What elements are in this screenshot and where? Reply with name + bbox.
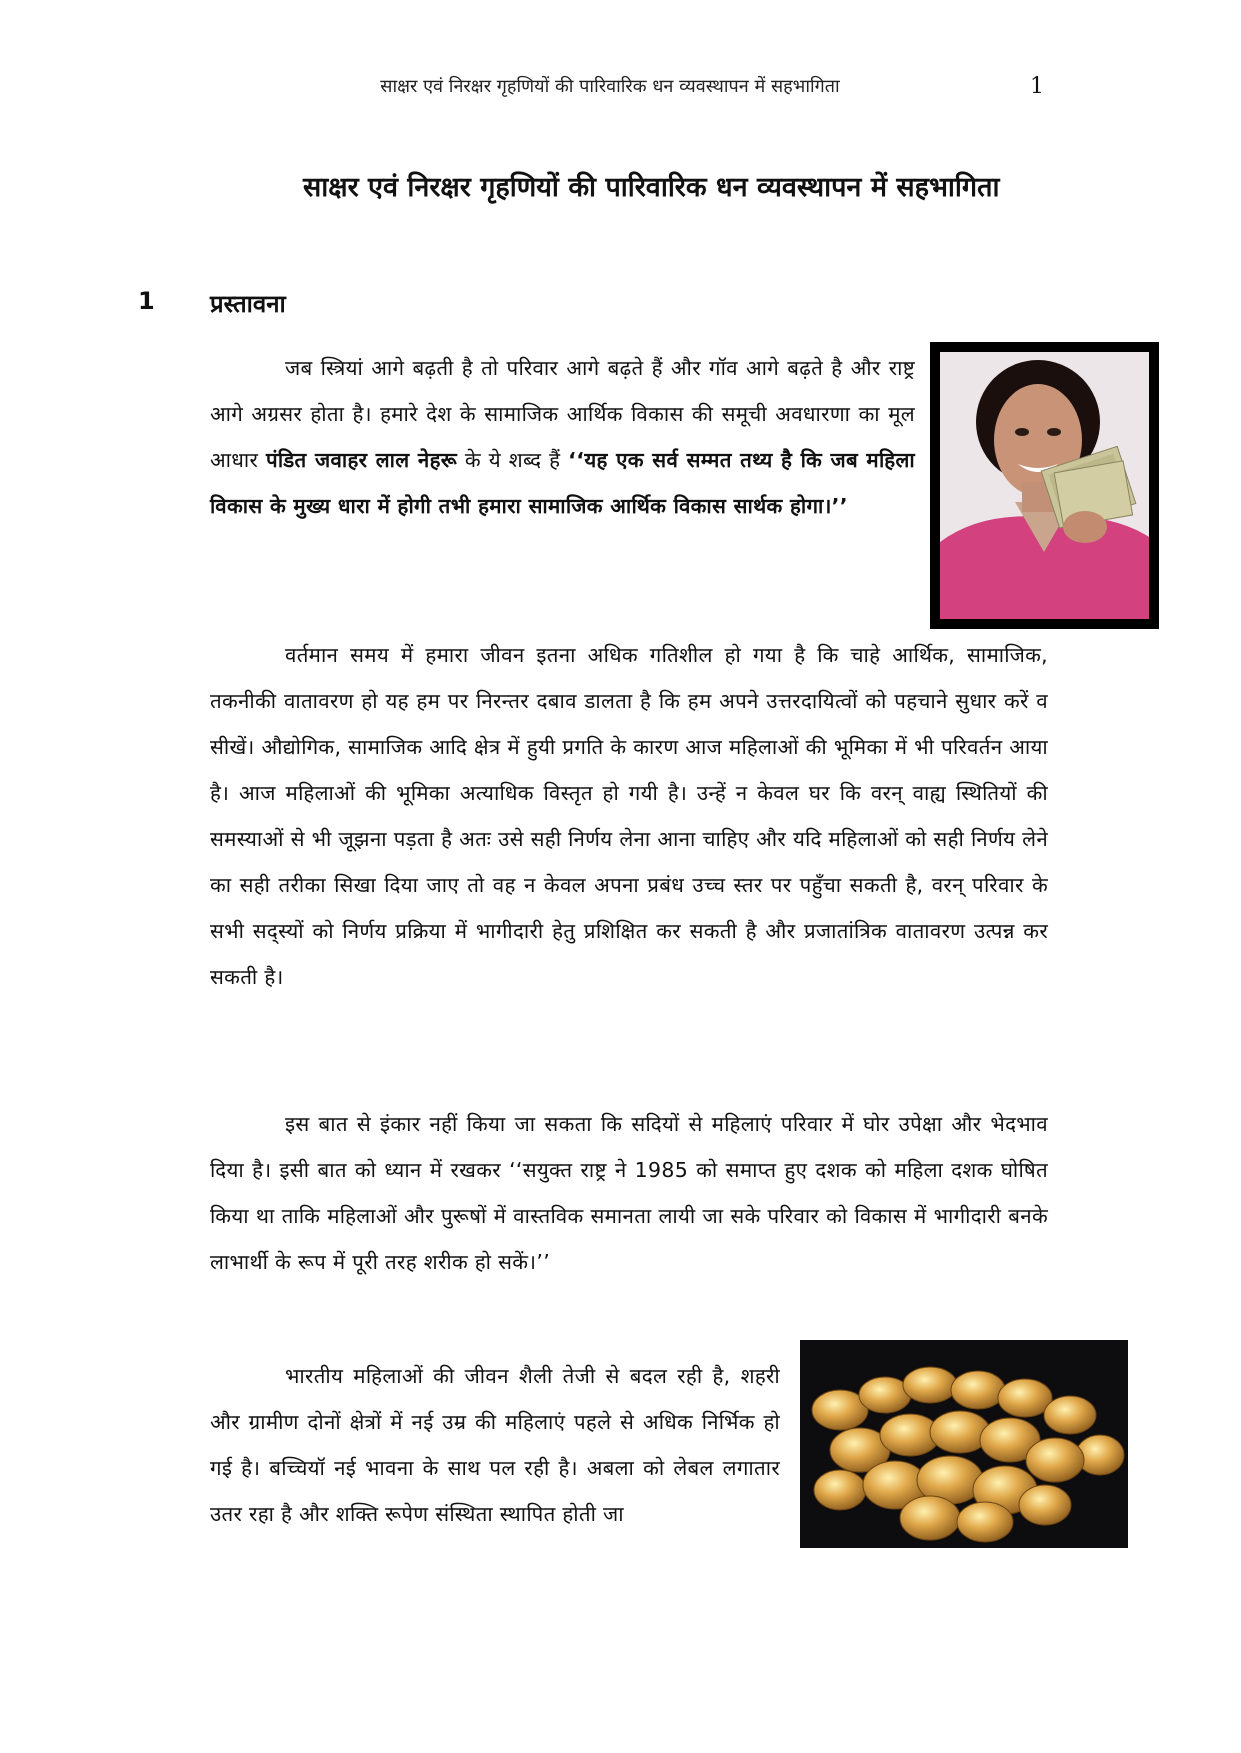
paragraph-current-times-text: वर्तमान समय में हमारा जीवन इतना अधिक गतिशील हो गया है कि चाहे आर्थिक, सामाजिक, तकनीकी वातावरण हो यह हम पर निरन्तर दबाव डालता है कि हम अपने उत्तरदायित्वों को पहचाने सुधार करें व सीखें। औद्योगिक, सामाजिक आदि क्षेत्र में हुयी प्रगति के कारण आज महिलाओं की भूमिका में भी परिवर्तन आया है। आज महिलाओं की भूमिका अत्याधिक विस्तृत हो गयी है। उन्हें न केवल घर कि वरन् वाह्य स्थितियों की समस्याओं से भी जूझना पड़ता है अतः उसे सही निर्णय लेना आना चाहिए और यदि महिलाओं को सही निर्णय लेने का सही तरीका सिखा दिया जाए तो वह न केवल अपना प्रबंध उच्च स्तर पर पहुँचा सकती है, वरन् परिवार के सभी सद्स्यों को निर्णय प्रक्रिया में भागीदारी हेतु प्रशिक्षित कर सकती है और प्रजातांत्रिक वातावरण उत्पन्न कर सकती है।	[210, 643, 1048, 989]
gold-coins-illustration	[800, 1340, 1128, 1548]
gold-coins-photo	[800, 1340, 1128, 1548]
paragraph-current-times	[210, 632, 1048, 1000]
paragraph-un-decade-text: इस बात से इंकार नहीं किया जा सकता कि सदियों से महिलाएं परिवार में घोर उपेक्षा और भेदभाव दिया है। इसी बात को ध्यान में रखकर ‘‘सयुक्त राष्ट्र ने 1985 को समाप्त हुए दशक को महिला दशक घोषित किया था ताकि महिलाओं और पुरूषों में वास्तविक समानता लायी जा सके परिवार को विकास में भागीदारी बनके लाभार्थी के रूप में पूरी तरह शरीक हो सकें।’’	[210, 1112, 1048, 1274]
paragraph-intro	[210, 345, 915, 529]
document-title: साक्षर एवं निरक्षर गृहणियों की पारिवारिक धन व्यवस्थापन में सहभागिता	[303, 172, 1000, 203]
paragraph-indian-women-text: भारतीय महिलाओं की जीवन शैली तेजी से बदल रही है, शहरी और ग्रामीण दोनों क्षेत्रों में नई उम्र की महिलाएं पहले से अधिक निर्भिक हो गई है। बच्चियॉ नई भावना के साथ पल रही है। अबला को लेबल लगातार उतर रहा है और शक्ति रूपेण संस्थिता स्थापित होती जा	[210, 1364, 780, 1526]
section-number: 1	[138, 287, 155, 315]
paragraph-un-decade	[210, 1101, 1048, 1285]
nehru-quote: ‘‘यह एक सर्व सम्मत तथ्य है कि जब महिला विकास के मुख्य धारा में होगी तभी हमारा सामाजिक आर्थिक विकास सार्थक होगा।’’	[210, 448, 915, 518]
running-header: साक्षर एवं निरक्षर गृहणियों की पारिवारिक धन व्यवस्थापन में सहभागिता	[380, 76, 840, 97]
woman-with-money-photo	[930, 342, 1159, 629]
page-number: 1	[1030, 74, 1044, 99]
paragraph-indian-women	[210, 1353, 780, 1537]
section-heading: प्रस्तावना	[210, 290, 286, 318]
woman-illustration	[940, 352, 1149, 619]
nehru-name: पंडित जवाहर लाल नेहरू	[265, 448, 458, 472]
intro-text-b: के ये शब्द हैं	[457, 448, 569, 472]
intro-text-a: जब स्त्रियां आगे बढ़ती है तो परिवार आगे बढ़ते हैं और गॉव आगे बढ़ते है और राष्ट्र आगे अग्रसर होता है। हमारे देश के सामाजिक आर्थिक विकास की समूची अवधारणा का मूल आधार	[210, 356, 915, 472]
